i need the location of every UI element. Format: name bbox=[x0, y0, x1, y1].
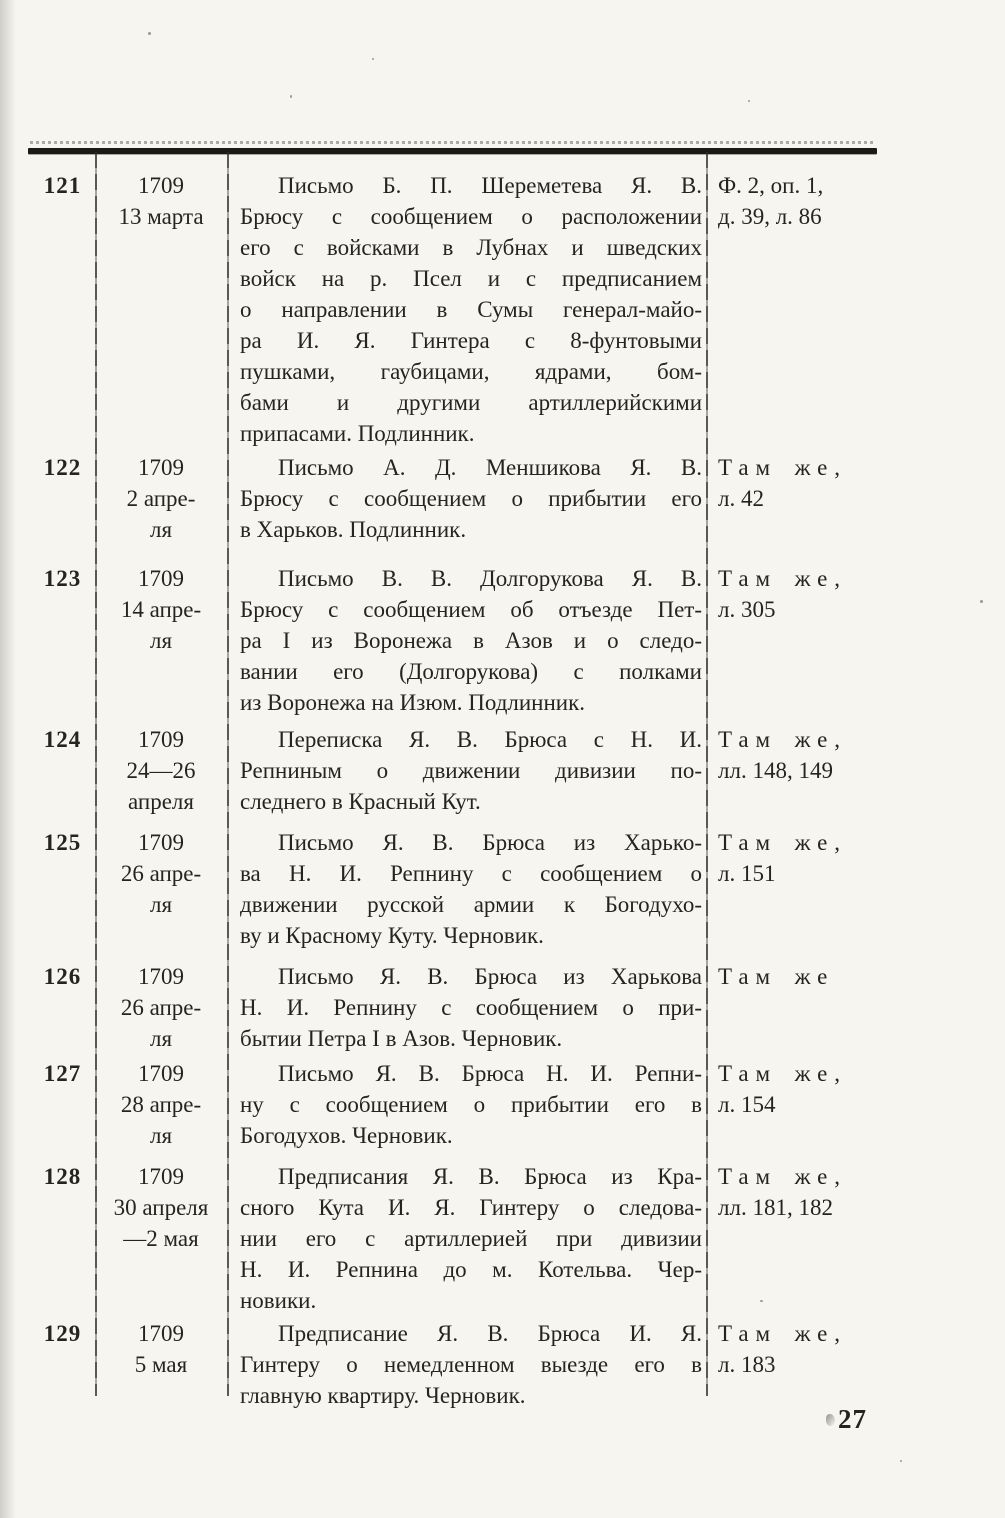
date-line: 1709 bbox=[138, 964, 184, 989]
description-line: следнего в Красный Кут. bbox=[240, 789, 481, 814]
scan-speckle bbox=[760, 1300, 763, 1302]
entry-date bbox=[95, 452, 227, 545]
entry-number: 123 bbox=[43, 566, 82, 591]
entry-reference bbox=[718, 1161, 913, 1223]
catalog-entry bbox=[30, 170, 913, 449]
reference-line: Там же bbox=[718, 964, 835, 989]
date-line: 1709 bbox=[138, 455, 184, 480]
entry-number: 128 bbox=[43, 1164, 82, 1189]
date-line: ля bbox=[149, 1123, 173, 1148]
description-line: Письмо А. Д. Меншикова Я. В. bbox=[278, 455, 702, 480]
scan-speckle bbox=[980, 600, 983, 603]
description-line: Брюсу с сообщением об отъезде Пет- bbox=[240, 597, 702, 622]
entry-reference bbox=[718, 1318, 913, 1380]
description-line: нии его с артиллерией при дивизии bbox=[240, 1226, 702, 1251]
date-line: 13 марта bbox=[118, 204, 204, 229]
description-line: Письмо В. В. Долгорукова Я. В. bbox=[278, 566, 702, 591]
entry-number: 122 bbox=[43, 455, 82, 480]
page-number: 27 bbox=[838, 1404, 867, 1434]
reference-line: Там же, bbox=[718, 566, 847, 591]
reference-line: Там же, bbox=[718, 830, 847, 855]
description-line: главную квартиру. Черновик. bbox=[240, 1383, 526, 1408]
reference-line: л. 151 bbox=[718, 861, 776, 886]
reference-line: Там же, bbox=[718, 1164, 847, 1189]
scan-speckle bbox=[900, 1460, 902, 1462]
catalog-entry bbox=[30, 724, 913, 817]
date-line: 28 апре- bbox=[120, 1092, 202, 1117]
catalog-entry bbox=[30, 452, 913, 545]
entry-reference bbox=[718, 452, 913, 514]
entry-number: 124 bbox=[43, 727, 82, 752]
description-line: бытии Петра I в Азов. Черновик. bbox=[240, 1026, 563, 1051]
entry-description bbox=[240, 1161, 702, 1316]
ink-smudge bbox=[826, 1414, 835, 1426]
entry-reference bbox=[718, 563, 913, 625]
description-line: Брюсу с сообщением о прибытии его bbox=[240, 486, 702, 511]
entry-reference bbox=[718, 1058, 913, 1120]
description-line: о направлении в Сумы генерал-майо- bbox=[240, 297, 702, 322]
reference-line: д. 39, л. 86 bbox=[718, 204, 822, 229]
description-line: ву и Красному Куту. Черновик. bbox=[240, 923, 544, 948]
date-line: 1709 bbox=[138, 1321, 184, 1346]
entry-number: 125 bbox=[43, 830, 82, 855]
date-line: апреля bbox=[128, 789, 194, 814]
entry-reference bbox=[718, 827, 913, 889]
date-line: ля bbox=[149, 892, 173, 917]
description-line: Письмо Б. П. Шереметева Я. В. bbox=[278, 173, 702, 198]
date-line: 14 апре- bbox=[120, 597, 202, 622]
description-line: припасами. Подлинник. bbox=[240, 421, 475, 446]
reference-line: л. 154 bbox=[718, 1092, 776, 1117]
entry-date bbox=[95, 170, 227, 232]
description-line: Письмо Я. В. Брюса из Харькова bbox=[278, 964, 702, 989]
description-line: Н. И. Репнину с сообщением о при- bbox=[240, 995, 702, 1020]
description-line: Предписания Я. В. Брюса из Кра- bbox=[278, 1164, 702, 1189]
description-line: Гинтеру о немедленном выезде его в bbox=[240, 1352, 702, 1377]
entry-description bbox=[240, 961, 702, 1054]
date-line: 1709 bbox=[138, 1164, 184, 1189]
description-line: Н. И. Репнина до м. Котельва. Чер- bbox=[240, 1257, 702, 1282]
description-line: в Харьков. Подлинник. bbox=[240, 517, 467, 542]
entry-description bbox=[240, 452, 702, 545]
entry-reference bbox=[718, 724, 913, 786]
date-line: 1709 bbox=[138, 1061, 184, 1086]
date-line: ля bbox=[149, 1026, 173, 1051]
page-number-block bbox=[826, 1404, 867, 1435]
entry-number: 127 bbox=[43, 1061, 82, 1086]
entry-number: 121 bbox=[43, 173, 82, 198]
reference-line: лл. 181, 182 bbox=[718, 1195, 833, 1220]
entry-date bbox=[95, 1318, 227, 1380]
entry-date bbox=[95, 1058, 227, 1151]
date-line: 1709 bbox=[138, 830, 184, 855]
date-line: 26 апре- bbox=[120, 995, 202, 1020]
description-line: ра I из Воронежа в Азов и о следо- bbox=[240, 628, 702, 653]
entry-reference bbox=[718, 961, 913, 992]
header-rule-fuzz bbox=[30, 141, 873, 144]
description-line: войск на р. Псел и с предписанием bbox=[240, 266, 702, 291]
description-line: Богодухов. Черновик. bbox=[240, 1123, 453, 1148]
date-line: 1709 bbox=[138, 727, 184, 752]
scan-speckle bbox=[372, 58, 374, 60]
entry-description bbox=[240, 724, 702, 817]
date-line: 1709 bbox=[138, 566, 184, 591]
catalog-entry bbox=[30, 563, 913, 718]
date-line: 2 апре- bbox=[126, 486, 196, 511]
description-line: пушками, гаубицами, ядрами, бом- bbox=[240, 359, 702, 384]
scan-speckle bbox=[290, 95, 292, 98]
scan-speckle bbox=[148, 32, 151, 35]
description-line: движении русской армии к Богодухо- bbox=[240, 892, 702, 917]
reference-line: Там же, bbox=[718, 455, 847, 480]
date-line: ля bbox=[149, 628, 173, 653]
description-line: ра И. Я. Гинтера с 8-фунтовыми bbox=[240, 328, 702, 353]
description-line: Письмо Я. В. Брюса Н. И. Репни- bbox=[278, 1061, 702, 1086]
description-line: ва Н. И. Репнину с сообщением о bbox=[240, 861, 702, 886]
entry-description bbox=[240, 170, 702, 449]
catalog-entry bbox=[30, 1161, 913, 1316]
entry-date bbox=[95, 563, 227, 656]
description-line: Брюсу с сообщением о расположении bbox=[240, 204, 702, 229]
description-line: вании его (Долгорукова) с полками bbox=[240, 659, 702, 684]
reference-line: Там же, bbox=[718, 727, 847, 752]
catalog-entry bbox=[30, 961, 913, 1054]
date-line: 5 мая bbox=[134, 1352, 188, 1377]
description-line: Репниным о движении дивизии по- bbox=[240, 758, 702, 783]
catalog-entry bbox=[30, 1318, 913, 1411]
description-line: Предписание Я. В. Брюса И. Я. bbox=[278, 1321, 702, 1346]
description-line: Письмо Я. В. Брюса из Харько- bbox=[278, 830, 702, 855]
reference-line: Там же, bbox=[718, 1321, 847, 1346]
description-line: бами и другими артиллерийскими bbox=[240, 390, 702, 415]
reference-line: л. 42 bbox=[718, 486, 764, 511]
catalog-entry bbox=[30, 1058, 913, 1151]
reference-line: Там же, bbox=[718, 1061, 847, 1086]
scan-speckle bbox=[748, 100, 750, 102]
date-line: —2 мая bbox=[123, 1226, 199, 1251]
description-line: его с войсками в Лубнах и шведских bbox=[240, 235, 702, 260]
entry-date bbox=[95, 827, 227, 920]
date-line: 30 апреля bbox=[113, 1195, 209, 1220]
description-line: сного Кута И. Я. Гинтеру о следова- bbox=[240, 1195, 702, 1220]
reference-line: Ф. 2, оп. 1, bbox=[718, 173, 824, 198]
description-line: Переписка Я. В. Брюса с Н. И. bbox=[278, 727, 702, 752]
entry-description bbox=[240, 563, 702, 718]
entry-description bbox=[240, 827, 702, 951]
header-rule bbox=[28, 148, 877, 154]
entry-description bbox=[240, 1318, 702, 1411]
description-line: из Воронежа на Изюм. Подлинник. bbox=[240, 690, 586, 715]
entry-number: 126 bbox=[43, 964, 82, 989]
description-line: новики. bbox=[240, 1288, 317, 1313]
entry-date bbox=[95, 961, 227, 1054]
reference-line: л. 183 bbox=[718, 1352, 776, 1377]
date-line: 24—26 bbox=[126, 758, 196, 783]
description-line: ну с сообщением о прибытии его в bbox=[240, 1092, 702, 1117]
reference-line: лл. 148, 149 bbox=[718, 758, 833, 783]
entry-reference bbox=[718, 170, 913, 232]
date-line: ля bbox=[149, 517, 173, 542]
date-line: 26 апре- bbox=[120, 861, 202, 886]
reference-line: л. 305 bbox=[718, 597, 776, 622]
date-line: 1709 bbox=[138, 173, 184, 198]
entry-date bbox=[95, 724, 227, 817]
entry-date bbox=[95, 1161, 227, 1254]
entry-description bbox=[240, 1058, 702, 1151]
catalog-entry bbox=[30, 827, 913, 951]
scan-edge-shade bbox=[0, 0, 16, 1518]
entry-number: 129 bbox=[43, 1321, 82, 1346]
